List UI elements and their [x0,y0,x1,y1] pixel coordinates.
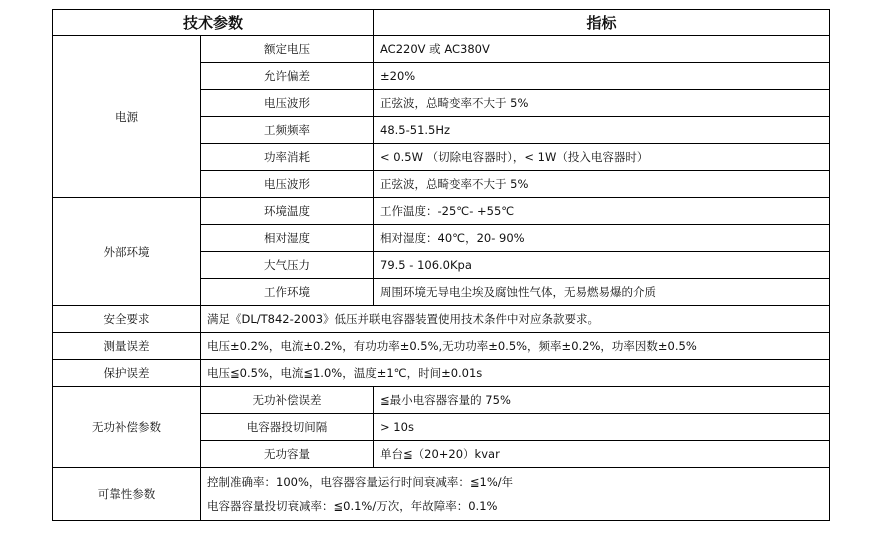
table-row [53,36,830,63]
spec-table [52,9,830,521]
table-row [53,333,830,360]
row-label: 无功补偿误差 [201,387,374,414]
row-value: 周围环境无导电尘埃及腐蚀性气体，无易燃易爆的介质 [374,279,830,306]
table-row [53,387,830,414]
row-label: 工频频率 [201,117,374,144]
category-protect: 保护误差 [53,360,201,387]
table-row [53,468,830,521]
row-value: 工作温度：-25℃- +55℃ [374,198,830,225]
row-value: ±20% [374,63,830,90]
category-safety: 安全要求 [53,306,201,333]
row-label: 额定电压 [201,36,374,63]
header-indicator: 指标 [374,10,830,36]
row-value: 满足《DL/T842-2003》低压并联电容器装置使用技术条件中对应条款要求。 [201,306,830,333]
row-value: < 0.5W （切除电容器时），< 1W（投入电容器时） [374,144,830,171]
row-value: 电压±0.2%，电流±0.2%，有功功率±0.5%,无功功率±0.5%，频率±0.2%，功率因数±0.5% [201,333,830,360]
category-environment: 外部环境 [53,198,201,306]
reliability-line-1: 控制准确率：100%，电容器容量运行时间衰减率：≦1%/年 [207,475,514,489]
header-row [53,10,830,36]
row-value: 正弦波，总畸变率不大于 5% [374,171,830,198]
row-value: 电压≦0.5%，电流≦1.0%，温度±1℃，时间±0.01s [201,360,830,387]
row-value: AC220V 或 AC380V [374,36,830,63]
category-power: 电源 [53,36,201,198]
reliability-line-2: 电容器容量投切衰减率：≦0.1%/万次，年故障率：0.1% [207,499,498,513]
row-label: 环境温度 [201,198,374,225]
category-measure: 测量误差 [53,333,201,360]
category-reliability: 可靠性参数 [53,468,201,521]
row-label: 工作环境 [201,279,374,306]
row-label: 电容器投切间隔 [201,414,374,441]
row-label: 电压波形 [201,171,374,198]
row-label: 功率消耗 [201,144,374,171]
row-value: 正弦波，总畸变率不大于 5% [374,90,830,117]
row-label: 允许偏差 [201,63,374,90]
row-value [201,468,830,521]
category-reactive: 无功补偿参数 [53,387,201,468]
row-label: 大气压力 [201,252,374,279]
row-label: 相对湿度 [201,225,374,252]
row-value: 单台≦（20+20）kvar [374,441,830,468]
row-value: > 10s [374,414,830,441]
row-label: 电压波形 [201,90,374,117]
row-value: ≦最小电容器容量的 75% [374,387,830,414]
row-value: 相对湿度：40℃，20- 90% [374,225,830,252]
row-value: 79.5 - 106.0Kpa [374,252,830,279]
row-value: 48.5-51.5Hz [374,117,830,144]
row-label: 无功容量 [201,441,374,468]
table-row [53,198,830,225]
table-row [53,306,830,333]
header-param: 技术参数 [53,10,374,36]
table-row [53,360,830,387]
